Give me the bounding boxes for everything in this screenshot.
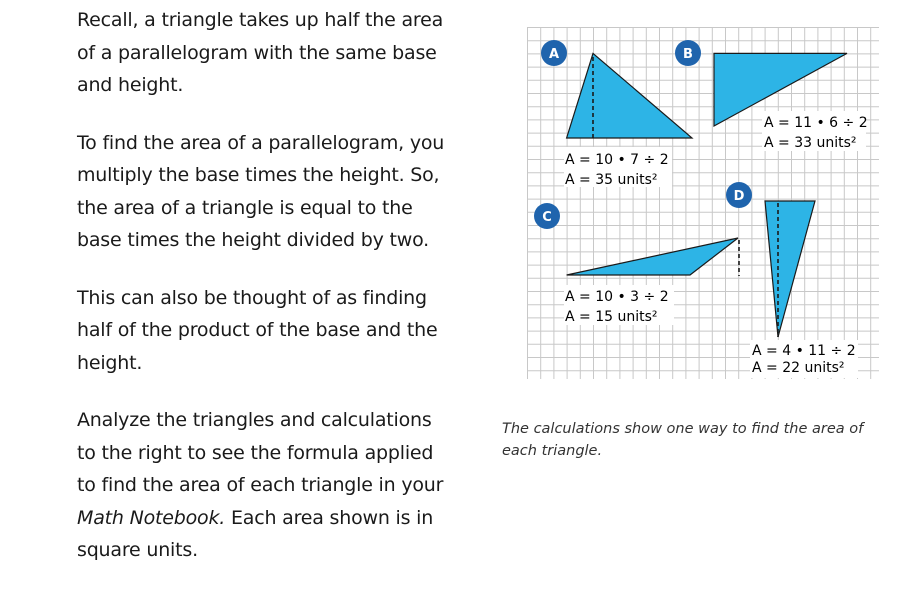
text-column [77,4,447,592]
badge-c-label: C [542,210,552,225]
triangle-d [765,201,815,337]
calc-a: A = 10 • 7 ÷ 2 [565,152,669,168]
badge-b-label: B [683,47,693,62]
calc-b: A = 11 • 6 ÷ 2 [764,115,868,131]
paragraph-analyze [77,404,447,567]
grid-diagram [527,27,879,379]
calc-c: A = 10 • 3 ÷ 2 [565,289,669,305]
badge-d-label: D [733,189,745,204]
figure-caption: The calculations show one way to find the area of each triangle. [502,421,864,459]
area-d: A = 22 units² [752,360,845,376]
area-b: A = 33 units² [764,135,857,151]
analyze-text: Analyze the triangles and calculations to the right to see the formula applied to find the area of each triangle in your [77,409,444,496]
area-a: A = 35 units² [565,172,658,188]
triangle-figure [527,27,879,383]
area-c: A = 15 units² [565,309,658,325]
paragraph-half-product: This can also be thought of as finding half of the product of the base and the height. [77,286,438,374]
math-notebook-text: Math Notebook. [77,506,226,529]
analyze-text-end: Each area shown is in square units. [77,506,434,561]
calc-d: A = 4 • 11 ÷ 2 [752,343,856,359]
badge-a-label: A [548,47,560,62]
grid-lines [527,27,879,379]
paragraph-parallelogram: To find the area of a parallelogram, you multiply the base times the height. So, the area of a triangle is equal to the base times the height divided by two. [77,131,445,251]
paragraph-recall: Recall, a triangle takes up half the area of a parallelogram with the same base and height. [77,9,444,96]
